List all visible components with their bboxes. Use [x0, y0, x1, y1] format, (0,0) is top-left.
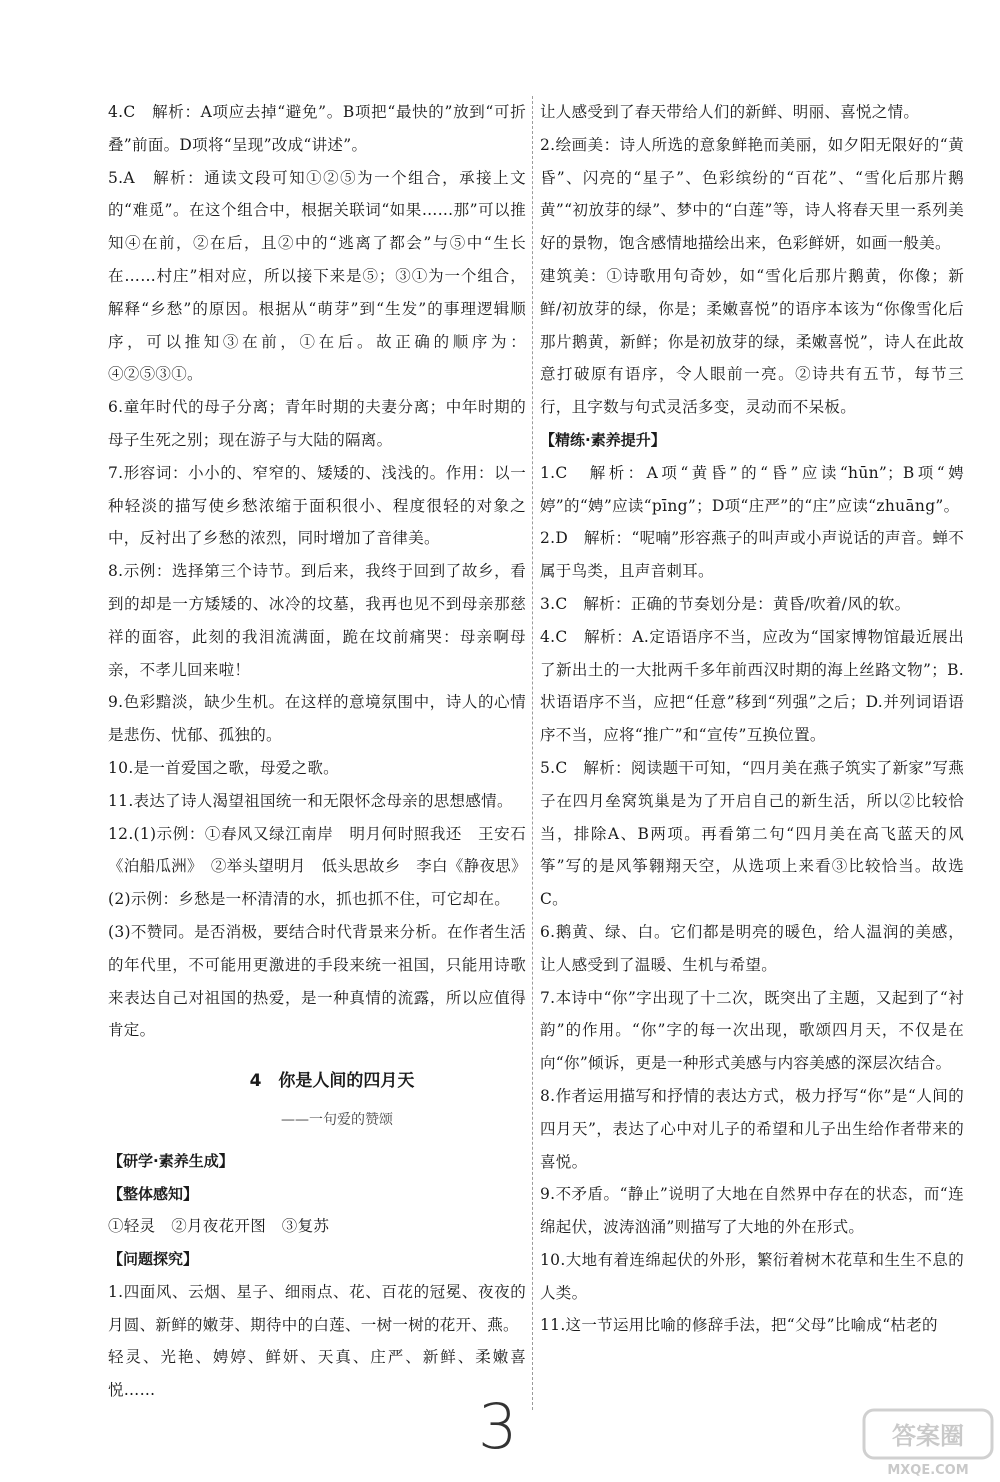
section-heading: 【精练·素养提升】 — [540, 430, 666, 449]
answer-paragraph: 让人感受到了春天带给人们的新鲜、明丽、喜悦之情。 — [540, 103, 920, 121]
lesson-title: 4 你是人间的四月天 — [249, 1071, 415, 1092]
answer-paragraph: 4.C 解析：A.定语语序不当，应改为“国家博物馆最近展出了新出土的一大批两千多年前西汉时期的海上丝路文物”；B.状语语序不当，应把“任意”移到“列强”之后；D.并列词语语序不当，应将“推广”和“宣传”互换位置。 — [540, 627, 964, 745]
answer-paragraph: 2.D 解析：“呢喃”形容燕子的叫声或小声说话的声音。蝉不属于鸟类，且声音刺耳。 — [540, 529, 964, 581]
answer-paragraph: 7.本诗中“你”字出现了十二次，既突出了主题，又起到了“衬韵”的作用。“你”字的每一次出现，歌颂四月天，不仅是在向“你”倾诉，更是一种形式美感与内容美感的深层次结合。 — [540, 988, 964, 1073]
answer-paragraph: 1.四面风、云烟、星子、细雨点、花、百花的冠冕、夜夜的月圆、新鲜的嫩芽、期待中的白莲、一树一树的花开、燕。 — [108, 1282, 526, 1334]
answer-paragraph: 10.大地有着连绵起伏的外形，繁衍着树木花草和生生不息的人类。 — [540, 1250, 964, 1302]
page-number: 3 — [478, 1390, 518, 1463]
watermark-logo — [858, 1402, 998, 1480]
answer-paragraph: 6.童年时代的母子分离；青年时期的夫妻分离；中年时期的母子生死之别；现在游子与大陆的隔离。 — [108, 398, 526, 449]
lesson-subtitle: ——一句爱的赞颂 — [281, 1111, 393, 1128]
answer-paragraph: 3.C 解析：正确的节奏划分是：黄昏/吹着/风的软。 — [540, 594, 911, 613]
answer-paragraph: (3)不赞同。是否消极，要结合时代背景来分析。在作者生活的年代里，不可能用更激进的手段来统一祖国，只能用诗歌来表达自己对祖国的热爱，是一种真情的流露，所以应值得肯定。 — [108, 922, 526, 1040]
answer-paragraph: 11.这一节运用比喻的修辞手法，把“父母”比喻成“枯老的 — [540, 1316, 938, 1335]
answer-paragraph: 6.鹅黄、绿、白。它们都是明亮的暖色，给人温润的美感，让人感受到了温暖、生机与希望。 — [540, 922, 964, 974]
answer-paragraph: 2.绘画美：诗人所选的意象鲜艳而美丽，如夕阳无限好的“黄昏”、闪亮的“星子”、色彩缤纷的“百花”、“雪化后那片鹅黄”“初放芽的绿”、梦中的“白莲”等，诗人将春天里一系列美好的景物，饱含感情地描绘出来，色彩鲜妍，如画一般美。 — [540, 135, 964, 253]
answer-paragraph: 9.色彩黯淡，缺少生机。在这样的意境氛围中，诗人的心情是悲伤、忧郁、孤独的。 — [108, 693, 526, 745]
answer-paragraph: 轻灵、光艳、娉婷、鲜妍、天真、庄严、新鲜、柔嫩喜悦…… — [108, 1348, 526, 1400]
section-heading: 【整体感知】 — [108, 1184, 199, 1203]
answer-paragraph: (2)示例：乡愁是一杯清清的水，抓也抓不住，可它却在。 — [108, 890, 511, 909]
watermark-line2: MXQE.COM — [887, 1463, 969, 1478]
answer-paragraph: 5.A 解析：通读文段可知①②⑤为一个组合，承接上文的“难觅”。在这个组合中，根据关联词“如果……那”可以推知④在前，②在后，且②中的“逃离了都会”与⑤中“生长在……村庄”相对应，所以接下来是⑤；③①为一个组合，解释“乡愁”的原因。根据从“萌芽”到“生发”的事理逻辑顺序，可以推知③在前，①在后。故正确的顺序为：④②⑤③①。 — [108, 168, 526, 384]
left-column — [108, 96, 526, 1407]
section-heading: 【问题探究】 — [108, 1250, 199, 1269]
right-column — [540, 96, 964, 1342]
column-divider — [532, 96, 534, 1410]
answer-paragraph: 9.不矛盾。“静止”说明了大地在自然界中存在的状态，而“连绵起伏，波涛汹涌”则描写了大地的外在形式。 — [540, 1185, 964, 1237]
answer-paragraph: 4.C 解析：A项应去掉“避免”。B项把“最快的”放到“可折叠”前面。D项将“呈现”改成“讲述”。 — [108, 103, 526, 154]
answer-paragraph: 11.表达了诗人渴望祖国统一和无限怀念母亲的思想感情。 — [108, 791, 513, 810]
answer-paragraph: 5.C 解析：阅读题干可知，“四月美在燕子筑实了新家”写燕子在四月垒窝筑巢是为了开启自己的新生活，所以②比较恰当，排除A、B两项。再看第二句“四月美在高飞蓝天的风筝”写的是风筝翱翔天空，从选项上来看③比较恰当。故选C。 — [540, 758, 964, 909]
answer-paragraph: 10.是一首爱国之歌，母爱之歌。 — [108, 758, 339, 777]
answer-paragraph: 8.作者运用描写和抒情的表达方式，极力抒写“你”是“人间的四月天”，表达了心中对儿子的希望和儿子出生给作者带来的喜悦。 — [540, 1086, 964, 1171]
answer-paragraph: 8.示例：选择第三个诗节。到后来，我终于回到了故乡，看到的却是一方矮矮的、冰冷的坟墓，我再也见不到母亲那慈祥的面容，此刻的我泪流满面，跪在坟前痛哭：母亲啊母亲，不孝儿回来啦！ — [108, 562, 526, 679]
answer-paragraph: 12.(1)示例：①春风又绿江南岸 明月何时照我还 王安石《泊船瓜洲》 ②举头望明月 低头思故乡 李白《静夜思》 — [108, 824, 527, 876]
answer-paragraph: 7.形容词：小小的、窄窄的、矮矮的、浅浅的。作用：以一种轻淡的描写使乡愁浓缩于面积很小、程度很轻的对象之中，反衬出了乡愁的浓烈，同时增加了音律美。 — [108, 463, 526, 548]
answer-paragraph: 1.C 解析：A项“黄昏”的“昏”应读“hūn”；B项“娉婷”的“娉”应读“pīng”；D项“庄严”的“庄”应读“zhuāng”。 — [540, 463, 964, 515]
watermark-line1: 答案圈 — [892, 1422, 964, 1450]
answer-paragraph: 建筑美：①诗歌用句奇妙，如“雪化后那片鹅黄，你像；新鲜/初放芽的绿，你是；柔嫩喜悦”的语序本该为“你像雪化后那片鹅黄，新鲜；你是初放芽的绿，柔嫩喜悦”，诗人在此故意打破原有语序，令人眼前一亮。②诗共有五节，每节三行，且字数与句式灵活多变，灵动而不呆板。 — [540, 266, 964, 417]
section-heading: 【研学·素养生成】 — [108, 1151, 234, 1170]
answer-paragraph: ①轻灵 ②月夜花开图 ③复苏 — [108, 1217, 330, 1236]
